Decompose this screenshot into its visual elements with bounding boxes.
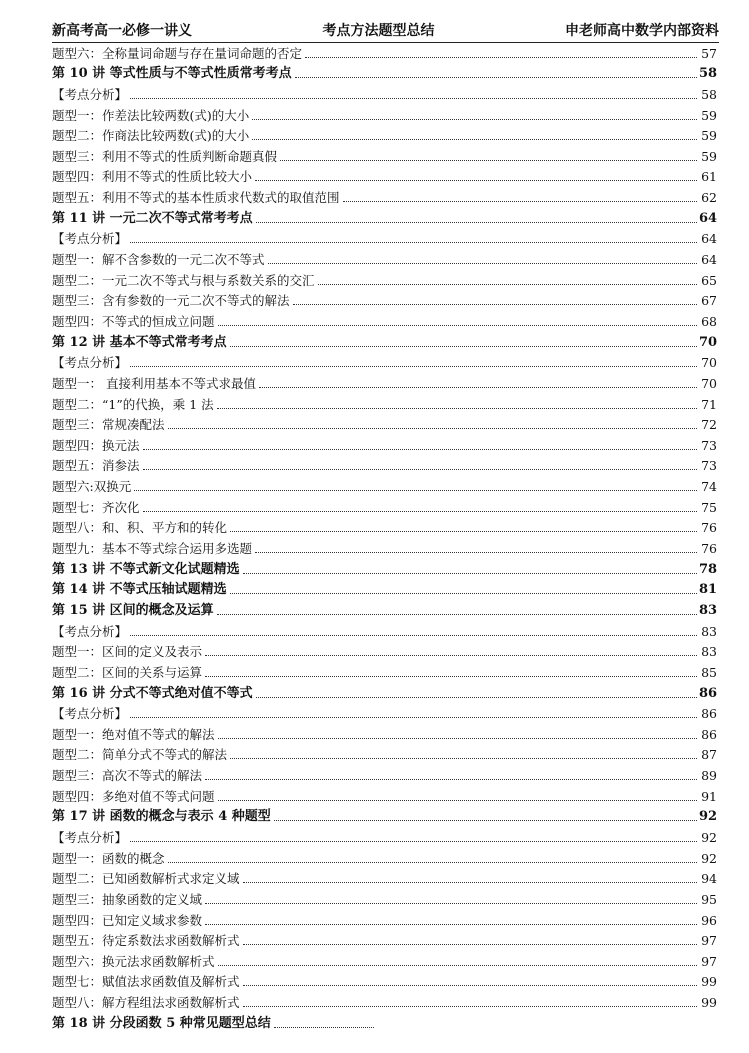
toc-entry-title: 第 12 讲 基本不等式常考考点: [52, 334, 227, 350]
toc-item-row[interactable]: [52, 246, 717, 267]
toc-dot-leader: [256, 222, 697, 223]
toc-page-number: 64: [701, 231, 717, 247]
toc-item-row[interactable]: [52, 783, 717, 804]
toc-dot-leader: [343, 201, 697, 202]
toc-item-row[interactable]: [52, 81, 717, 102]
toc-dot-leader: [230, 593, 697, 594]
toc-page-number: 62: [701, 190, 717, 206]
toc-dot-leader: [168, 428, 697, 429]
toc-dot-leader: [218, 738, 697, 739]
toc-item-row[interactable]: [52, 453, 717, 474]
toc-dot-leader: [130, 717, 697, 718]
toc-dot-leader: [256, 697, 697, 698]
toc-dot-leader: [130, 98, 697, 99]
toc-dot-leader: [243, 985, 697, 986]
toc-item-row[interactable]: [52, 267, 717, 288]
toc-entry-title: 题型四：多绝对值不等式问题: [52, 788, 215, 804]
toc-dot-leader: [134, 490, 697, 491]
toc-entry-title: 题型一：解不含参数的一元二次不等式: [52, 252, 265, 268]
toc-dot-leader: [252, 139, 697, 140]
toc-entry-title: 题型三：含有参数的一元二次不等式的解法: [52, 293, 290, 309]
toc-dot-leader: [143, 469, 697, 470]
toc-item-row[interactable]: [52, 659, 717, 680]
toc-entry-title: 题型三：高次不等式的解法: [52, 768, 203, 784]
toc-item-row[interactable]: [52, 143, 717, 164]
toc-entry-title: 第 11 讲 一元二次不等式常考考点: [52, 210, 253, 226]
header-center-title: 考点方法题型总结: [322, 23, 435, 39]
toc-entry-title: 题型二：一元二次不等式与根与系数关系的交汇: [52, 272, 315, 288]
toc-page-number: 65: [701, 272, 717, 288]
toc-chapter-row[interactable]: [52, 556, 717, 577]
toc-entry-title: 题型八：解方程组法求函数解析式: [52, 995, 240, 1011]
toc-dot-leader: [168, 862, 697, 863]
toc-item-row[interactable]: [52, 721, 717, 742]
toc-dot-leader: [130, 242, 697, 243]
toc-item-row[interactable]: [52, 742, 717, 763]
toc-page-number: 86: [699, 685, 718, 701]
toc-chapter-row[interactable]: [52, 329, 717, 350]
toc-page-number: 59: [701, 148, 717, 164]
toc-page-number: 76: [701, 520, 717, 536]
toc-chapter-row[interactable]: [52, 597, 717, 618]
toc-item-row[interactable]: [52, 907, 717, 928]
toc-page-number: 86: [701, 726, 717, 742]
toc-dot-leader: [205, 655, 697, 656]
toc-entry-title: 题型二：已知函数解析式求定义域: [52, 871, 240, 887]
toc-page-number: 64: [699, 210, 718, 226]
toc-page-number: 81: [699, 582, 718, 598]
toc-page-number: 91: [701, 788, 717, 804]
toc-entry-title: 【考点分析】: [52, 355, 128, 371]
toc-dot-leader: [218, 325, 697, 326]
toc-entry-title: 第 15 讲 区间的概念及运算: [52, 602, 214, 618]
toc-item-row[interactable]: [52, 494, 717, 515]
toc-page-number: 57: [701, 45, 717, 61]
toc-page-number: 89: [701, 768, 717, 784]
toc-item-row[interactable]: [52, 370, 717, 391]
header-left-title: 新高考高一必修一讲义: [52, 23, 192, 39]
toc-dot-leader: [252, 119, 697, 120]
toc-page-number: 73: [701, 458, 717, 474]
toc-dot-leader: [274, 820, 697, 821]
toc-dot-leader: [217, 614, 697, 615]
toc-entry-title: 题型二：简单分式不等式的解法: [52, 747, 228, 763]
toc-entry-title: 第 16 讲 分式不等式绝对值不等式: [52, 685, 253, 701]
toc-entry-title: 题型四：换元法: [52, 437, 140, 453]
toc-page-number: 94: [701, 871, 717, 887]
toc-item-row[interactable]: [52, 824, 717, 845]
toc-page-number: 83: [701, 644, 717, 660]
toc-item-row[interactable]: [52, 989, 717, 1010]
toc-entry-title: 题型二：作商法比较两数(式)的大小: [52, 128, 250, 144]
toc-page-number: 78: [699, 561, 718, 577]
toc-item-row[interactable]: [52, 123, 717, 144]
toc-page-number: 70: [701, 355, 717, 371]
toc-dot-leader: [280, 160, 697, 161]
toc-dot-leader: [205, 676, 697, 677]
toc-dot-leader: [255, 180, 697, 181]
toc-page-number: 97: [701, 933, 717, 949]
toc-item-row[interactable]: [52, 618, 717, 639]
toc-dot-leader: [243, 1006, 697, 1007]
toc-item-row[interactable]: [52, 928, 717, 949]
toc-entry-title: 题型六：全称量词命题与存在量词命题的否定: [52, 45, 303, 61]
toc-item-row[interactable]: [52, 40, 717, 61]
toc-entry-title: 第 14 讲 不等式压轴试题精选: [52, 582, 227, 598]
toc-page-number: 95: [701, 891, 717, 907]
toc-item-row[interactable]: [52, 948, 717, 969]
toc-page-number: 97: [701, 953, 717, 969]
toc-dot-leader: [255, 552, 697, 553]
toc-item-row[interactable]: [52, 866, 717, 887]
toc-dot-leader: [230, 531, 697, 532]
toc-entry-title: 【考点分析】: [52, 86, 128, 102]
toc-page-number: 71: [701, 396, 717, 412]
toc-item-row[interactable]: [52, 308, 717, 329]
toc-item-row[interactable]: [52, 102, 717, 123]
toc-item-row[interactable]: [52, 762, 717, 783]
toc-page-number: 58: [699, 66, 718, 82]
toc-entry-title: 题型一：作差法比较两数(式)的大小: [52, 107, 250, 123]
toc-dot-leader: [143, 511, 697, 512]
toc-dot-leader: [205, 779, 697, 780]
toc-entry-title: 题型一：区间的定义及表示: [52, 644, 203, 660]
toc-item-row[interactable]: [52, 350, 717, 371]
toc-dot-leader: [243, 944, 697, 945]
toc-page-number: 64: [701, 252, 717, 268]
toc-item-row[interactable]: [52, 639, 717, 660]
table-of-contents: [52, 40, 717, 1031]
toc-dot-leader: [218, 965, 697, 966]
toc-item-row[interactable]: [52, 412, 717, 433]
toc-page-number: 83: [701, 623, 717, 639]
toc-entry-title: 题型二：“1”的代换，乘 1 法: [52, 396, 214, 412]
toc-page-number: 61: [701, 169, 717, 185]
toc-page-number: 59: [701, 107, 717, 123]
toc-page-number: 99: [701, 995, 717, 1011]
toc-dot-leader: [268, 263, 697, 264]
toc-entry-title: 【考点分析】: [52, 623, 128, 639]
toc-dot-leader: [205, 924, 697, 925]
toc-entry-title: 题型六：换元法求函数解析式: [52, 953, 215, 969]
toc-item-row[interactable]: [52, 432, 717, 453]
toc-item-row[interactable]: [52, 969, 717, 990]
toc-dot-leader: [130, 635, 697, 636]
toc-chapter-row[interactable]: [52, 680, 717, 701]
toc-entry-title: 题型四：已知定义域求参数: [52, 912, 203, 928]
toc-dot-leader: [230, 758, 697, 759]
toc-dot-leader: [143, 449, 697, 450]
toc-item-row[interactable]: [52, 288, 717, 309]
toc-entry-title: 题型三：抽象函数的定义域: [52, 891, 203, 907]
toc-item-row[interactable]: [52, 886, 717, 907]
toc-entry-title: 题型一：绝对值不等式的解法: [52, 726, 215, 742]
toc-dot-leader: [230, 346, 697, 347]
toc-page-number: 87: [701, 747, 717, 763]
toc-entry-title: 题型八：和、积、平方和的转化: [52, 520, 228, 536]
toc-dot-leader: [259, 387, 697, 388]
toc-item-row[interactable]: [52, 535, 717, 556]
toc-entry-title: 题型二：区间的关系与运算: [52, 664, 203, 680]
toc-dot-leader: [274, 1027, 374, 1028]
toc-page-number: 70: [699, 334, 718, 350]
toc-page-number: 70: [701, 375, 717, 391]
toc-entry-title: 【考点分析】: [52, 829, 128, 845]
toc-entry-title: 题型四：不等式的恒成立问题: [52, 313, 215, 329]
toc-dot-leader: [243, 882, 697, 883]
toc-page-number: 58: [701, 86, 717, 102]
toc-entry-title: 题型五：待定系数法求函数解析式: [52, 933, 240, 949]
toc-page-number: 86: [701, 706, 717, 722]
toc-dot-leader: [305, 57, 697, 58]
toc-item-row[interactable]: [52, 701, 717, 722]
toc-dot-leader: [130, 366, 697, 367]
toc-dot-leader: [243, 573, 697, 574]
toc-entry-title: 第 18 讲 分段函数 5 种常见题型总结: [52, 1015, 271, 1031]
toc-page-number: 74: [701, 479, 717, 495]
toc-page-number: 67: [701, 293, 717, 309]
toc-dot-leader: [205, 903, 697, 904]
toc-item-row[interactable]: [52, 515, 717, 536]
toc-entry-title: 第 17 讲 函数的概念与表示 4 种题型: [52, 809, 271, 825]
toc-entry-title: 题型九：基本不等式综合运用多选题: [52, 541, 253, 557]
toc-page-number: 83: [699, 602, 718, 618]
toc-dot-leader: [217, 408, 697, 409]
toc-entry-title: 题型五：利用不等式的基本性质求代数式的取值范围: [52, 190, 340, 206]
toc-page-number: 76: [701, 541, 717, 557]
toc-page-number: 99: [701, 974, 717, 990]
toc-page-number: 85: [701, 664, 717, 680]
toc-page-number: 73: [701, 437, 717, 453]
toc-item-row[interactable]: [52, 226, 717, 247]
toc-entry-title: 题型五：消参法: [52, 458, 140, 474]
toc-item-row[interactable]: [52, 473, 717, 494]
toc-item-row[interactable]: [52, 184, 717, 205]
toc-item-row[interactable]: [52, 164, 717, 185]
toc-page-number: 75: [701, 499, 717, 515]
toc-chapter-row[interactable]: [52, 1010, 717, 1031]
toc-item-row[interactable]: [52, 845, 717, 866]
toc-entry-title: 题型六:双换元: [52, 479, 132, 495]
toc-entry-title: 第 13 讲 不等式新文化试题精选: [52, 561, 240, 577]
toc-entry-title: 【考点分析】: [52, 706, 128, 722]
toc-page-number: 68: [701, 313, 717, 329]
toc-dot-leader: [318, 284, 697, 285]
toc-page-number: 59: [701, 128, 717, 144]
toc-dot-leader: [293, 304, 697, 305]
toc-chapter-row[interactable]: [52, 205, 717, 226]
toc-entry-title: 题型三：常规凑配法: [52, 417, 165, 433]
toc-entry-title: 题型四：利用不等式的性质比较大小: [52, 169, 253, 185]
toc-entry-title: 【考点分析】: [52, 231, 128, 247]
toc-chapter-row[interactable]: [52, 61, 717, 82]
toc-page-number: 96: [701, 912, 717, 928]
toc-item-row[interactable]: [52, 391, 717, 412]
toc-page-number: 92: [701, 829, 717, 845]
header-right-title: 申老师高中数学内部资料: [565, 23, 719, 39]
toc-chapter-row[interactable]: [52, 804, 717, 825]
toc-dot-leader: [130, 841, 697, 842]
page-header: [52, 16, 719, 43]
toc-entry-title: 题型一：函数的概念: [52, 850, 165, 866]
toc-page-number: 92: [701, 850, 717, 866]
toc-entry-title: 题型一： 直接利用基本不等式求最值: [52, 375, 256, 391]
toc-entry-title: 题型三：利用不等式的性质判断命题真假: [52, 148, 278, 164]
toc-entry-title: 题型七：齐次化: [52, 499, 140, 515]
toc-entry-title: 题型七：赋值法求函数值及解析式: [52, 974, 240, 990]
toc-entry-title: 第 10 讲 等式性质与不等式性质常考考点: [52, 66, 292, 82]
toc-dot-leader: [218, 800, 697, 801]
toc-page-number: 72: [701, 417, 717, 433]
toc-dot-leader: [295, 77, 697, 78]
toc-page-number: 92: [699, 809, 718, 825]
toc-chapter-row[interactable]: [52, 577, 717, 598]
